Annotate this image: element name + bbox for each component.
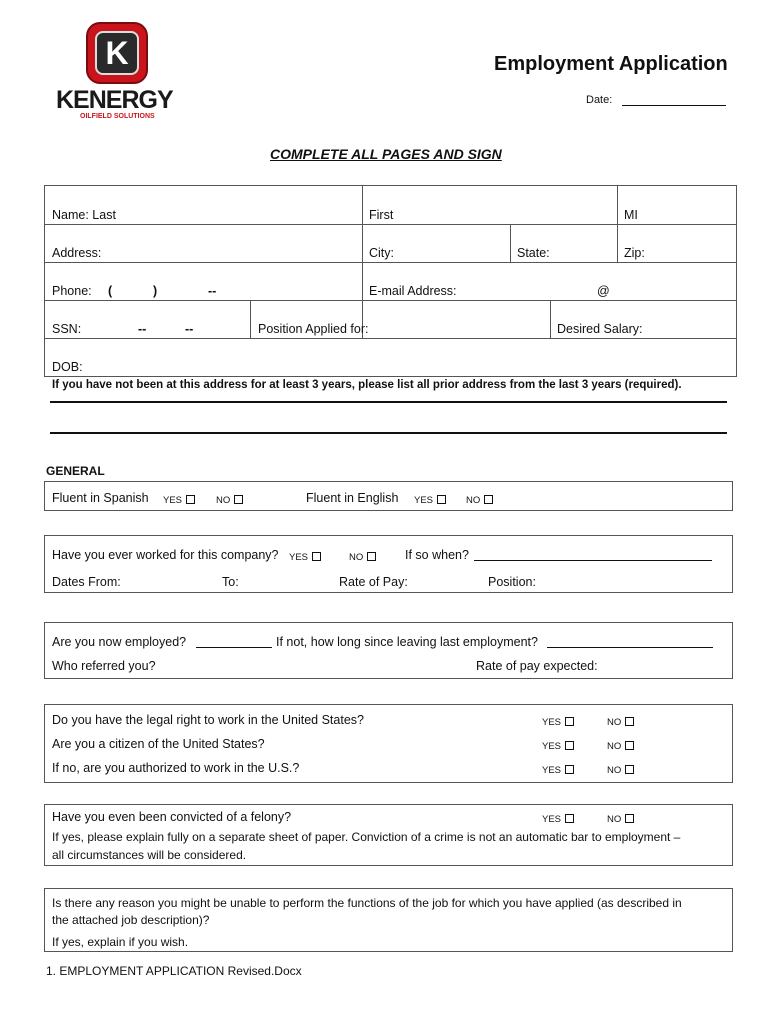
legal-right-no-checkbox[interactable]	[625, 717, 634, 726]
functions-question-2: the attached job description)?	[52, 913, 210, 927]
dob-label: DOB:	[52, 360, 83, 374]
time-since-line[interactable]	[547, 647, 713, 648]
instruction: COMPLETE ALL PAGES AND SIGN	[270, 146, 502, 162]
ssn-dash-2: --	[185, 322, 194, 336]
fluent-spanish-label: Fluent in Spanish	[52, 491, 149, 505]
zip-label: Zip:	[624, 246, 645, 260]
company-logo	[56, 22, 186, 122]
position-applied-label: Position Applied for:	[258, 322, 369, 336]
worked-yes[interactable]: YES	[289, 549, 321, 565]
dates-from-label: Dates From:	[52, 575, 121, 589]
worked-no[interactable]: NO	[349, 549, 376, 565]
citizen-yes[interactable]: YES	[542, 738, 574, 754]
worked-here-question: Have you ever worked for this company?	[52, 548, 279, 562]
english-yes-checkbox[interactable]	[437, 495, 446, 504]
english-yes[interactable]: YES	[414, 492, 446, 508]
felony-explain-1: If yes, please explain fully on a separate sheet of paper. Conviction of a crime is not an automatic bar to employment –	[52, 830, 681, 844]
first-name-label: First	[369, 208, 394, 222]
address-label: Address:	[52, 246, 102, 260]
authorized-yes[interactable]: YES	[542, 762, 574, 778]
english-no[interactable]: NO	[466, 492, 493, 508]
referred-question: Who referred you?	[52, 659, 156, 673]
page-title: Employment Application	[494, 53, 728, 75]
date-label: Date:	[586, 94, 613, 106]
authorized-yes-checkbox[interactable]	[565, 765, 574, 774]
name-last-label: Name: Last	[52, 208, 116, 222]
rate-of-pay-label: Rate of Pay:	[339, 575, 408, 589]
felony-yes-checkbox[interactable]	[565, 814, 574, 823]
ssn-dash-1: --	[138, 322, 147, 336]
general-heading: GENERAL	[46, 464, 105, 478]
felony-question: Have you even been convicted of a felony?	[52, 810, 292, 824]
email-at: @	[597, 284, 610, 298]
spanish-no[interactable]: NO	[216, 492, 243, 508]
authorized-question: If no, are you authorized to work in the U.S.?	[52, 761, 300, 775]
desired-salary-label: Desired Salary:	[557, 322, 643, 336]
email-label: E-mail Address:	[369, 284, 457, 298]
citizen-yes-checkbox[interactable]	[565, 741, 574, 750]
fluent-english-label: Fluent in English	[306, 491, 399, 505]
city-label: City:	[369, 246, 394, 260]
legal-right-question: Do you have the legal right to work in the United States?	[52, 713, 364, 727]
authorized-no[interactable]: NO	[607, 762, 634, 778]
ssn-label: SSN:	[52, 322, 82, 336]
logo-name: KENERGY	[56, 86, 173, 114]
to-label: To:	[222, 575, 239, 589]
spanish-yes[interactable]: YES	[163, 492, 195, 508]
citizen-no[interactable]: NO	[607, 738, 634, 754]
citizen-question: Are you a citizen of the United States?	[52, 737, 265, 751]
authorized-no-checkbox[interactable]	[625, 765, 634, 774]
now-employed-question: Are you now employed?	[52, 635, 187, 649]
prior-address-note: If you have not been at this address for at least 3 years, please list all prior address from the last 3 years (required).	[52, 379, 682, 391]
date-line[interactable]	[622, 105, 726, 106]
mi-label: MI	[624, 208, 638, 222]
now-employed-line[interactable]	[196, 647, 272, 648]
time-since-question: If not, how long since leaving last employment?	[276, 635, 538, 649]
felony-yes[interactable]: YES	[542, 811, 574, 827]
prior-address-line-2[interactable]	[50, 432, 727, 434]
legal-right-yes-checkbox[interactable]	[565, 717, 574, 726]
if-so-when-line[interactable]	[474, 560, 712, 561]
legal-right-no[interactable]: NO	[607, 714, 634, 730]
spanish-no-checkbox[interactable]	[234, 495, 243, 504]
state-label: State:	[517, 246, 550, 260]
worked-yes-checkbox[interactable]	[312, 552, 321, 561]
felony-no[interactable]: NO	[607, 811, 634, 827]
legal-right-yes[interactable]: YES	[542, 714, 574, 730]
footer-filename: 1. EMPLOYMENT APPLICATION Revised.Docx	[46, 964, 302, 978]
spanish-yes-checkbox[interactable]	[186, 495, 195, 504]
worked-no-checkbox[interactable]	[367, 552, 376, 561]
felony-no-checkbox[interactable]	[625, 814, 634, 823]
if-so-when-label: If so when?	[405, 548, 469, 562]
phone-paren-open: (	[108, 284, 113, 298]
logo-emblem	[86, 22, 148, 84]
phone-label: Phone:	[52, 284, 92, 298]
citizen-no-checkbox[interactable]	[625, 741, 634, 750]
rate-expected-label: Rate of pay expected:	[476, 659, 598, 673]
english-no-checkbox[interactable]	[484, 495, 493, 504]
phone-paren-close: )	[153, 284, 158, 298]
functions-question-1: Is there any reason you might be unable to perform the functions of the job for which you have applied (as described in	[52, 896, 682, 910]
prior-address-line-1[interactable]	[50, 401, 727, 403]
felony-explain-2: all circumstances will be considered.	[52, 848, 247, 862]
logo-subtitle: OILFIELD SOLUTIONS	[80, 113, 155, 120]
position-label: Position:	[488, 575, 536, 589]
functions-explain: If yes, explain if you wish.	[52, 935, 189, 949]
phone-dash: --	[208, 284, 217, 298]
logo-letter: K	[105, 35, 129, 71]
